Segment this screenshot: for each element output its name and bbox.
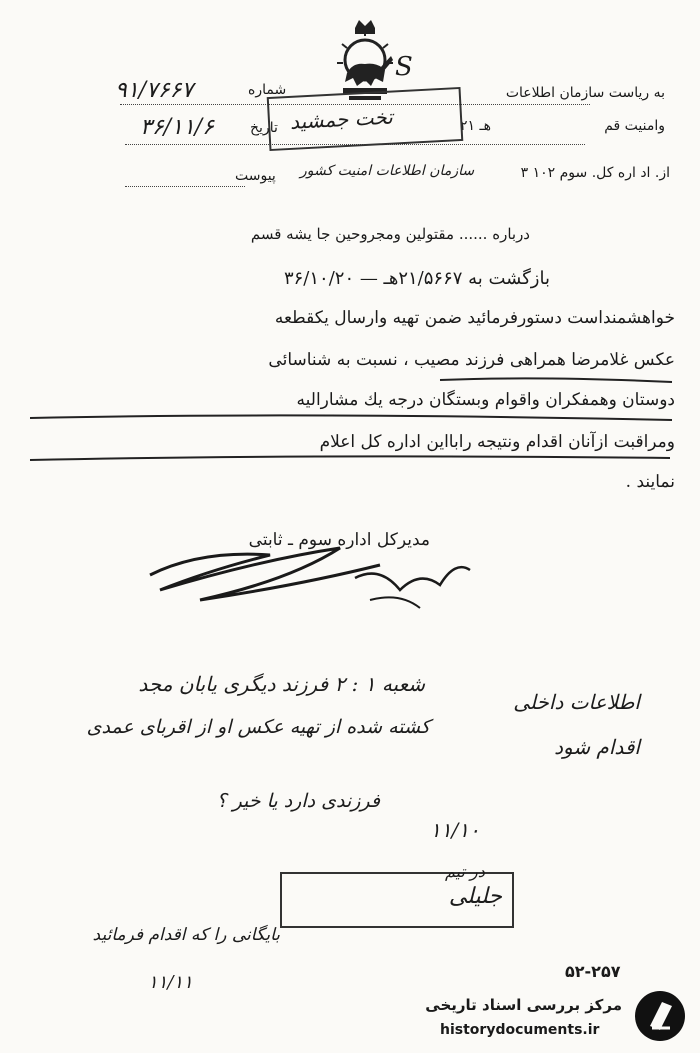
initial-mark: S <box>395 52 413 82</box>
doc-number: ۵۲-۲۵۷ <box>565 962 621 981</box>
body-line-2: عکس غلامرضا همراهی فرزند مصیب ، نسبت به شناسائی <box>268 350 675 370</box>
header-stamp-text: تخت جمشید <box>289 104 394 134</box>
bottom-stamp-name: جلیلی <box>448 884 502 909</box>
body-underlines <box>0 0 700 520</box>
watermark-name: مرکز بررسی اسناد تاریخی <box>425 996 622 1014</box>
note-bottom-line: بایگانی را که اقدام فرمائید <box>92 925 280 945</box>
note-right-line-3: ۱۱/۱۰ <box>430 818 480 842</box>
reference-line: بازگشت به ۲۱/۵۶۶۷هـ — ۳۶/۱۰/۲۰ <box>283 268 550 289</box>
note-bottom-date: ۱۱/۱۱ <box>148 972 193 993</box>
date-value: ۳۶/۱۱/۶ <box>140 115 214 140</box>
attachment-label: پیوست <box>235 168 276 184</box>
body-line-1: خواهشمنداست دستورفرمائید ضمن تهیه وارسال یکقطعه <box>274 308 675 328</box>
note-bottom-team: در تیم <box>445 862 485 881</box>
header-city-label: وامنیت قم <box>604 118 665 134</box>
archive-logo-icon <box>632 988 688 1044</box>
signature-title: مدیرکل اداره سوم ـ ثابتی <box>248 530 430 550</box>
note-left-line-1: شعبه ۱ : ۲ فرزند دیگری یابان مجد <box>138 672 425 696</box>
signature-scribble <box>140 530 480 620</box>
note-left-line-3: فرزندی دارد یا خیر ؟ <box>216 790 380 812</box>
body-line-4: ومراقبت ازآنان اقدام ونتیجه رابااین اداره کل اعلام <box>319 432 675 452</box>
body-line-5: نمایند . <box>625 472 675 492</box>
header-recipient-label: به ریاست سازمان اطلاعات <box>505 85 665 101</box>
note-right-line-2: اقدام شود <box>554 735 640 759</box>
number-label: شماره <box>248 82 287 98</box>
header-from-label: از. اد اره کل. سوم ۱۰۲ ۳ <box>520 165 670 181</box>
watermark-url: historydocuments.ir <box>440 1022 600 1038</box>
body-line-3: دوستان وهمفکران واقوام وبستگان درجه یك مشارالیه <box>296 390 675 410</box>
note-right-line-1: اطلاعات داخلی <box>513 690 640 714</box>
date-label: تاریخ <box>250 120 278 136</box>
subject-line: درباره ...... مقتولین ومجروحین جا یشه قسم <box>250 225 530 243</box>
note-left-line-2: کشته شده از تهیه عکس او از اقربای عمدی <box>86 716 430 738</box>
subject-value: مقتولین ومجروحین جا یشه قسم <box>250 225 455 243</box>
org-handwritten: سازمان اطلاعات امنیت کشور <box>300 163 475 179</box>
date-stamp: ۲۱ هـ <box>460 118 491 134</box>
subject-label: درباره <box>492 225 530 243</box>
number-value: ۹۱/۷۶۶۷ <box>115 78 194 103</box>
